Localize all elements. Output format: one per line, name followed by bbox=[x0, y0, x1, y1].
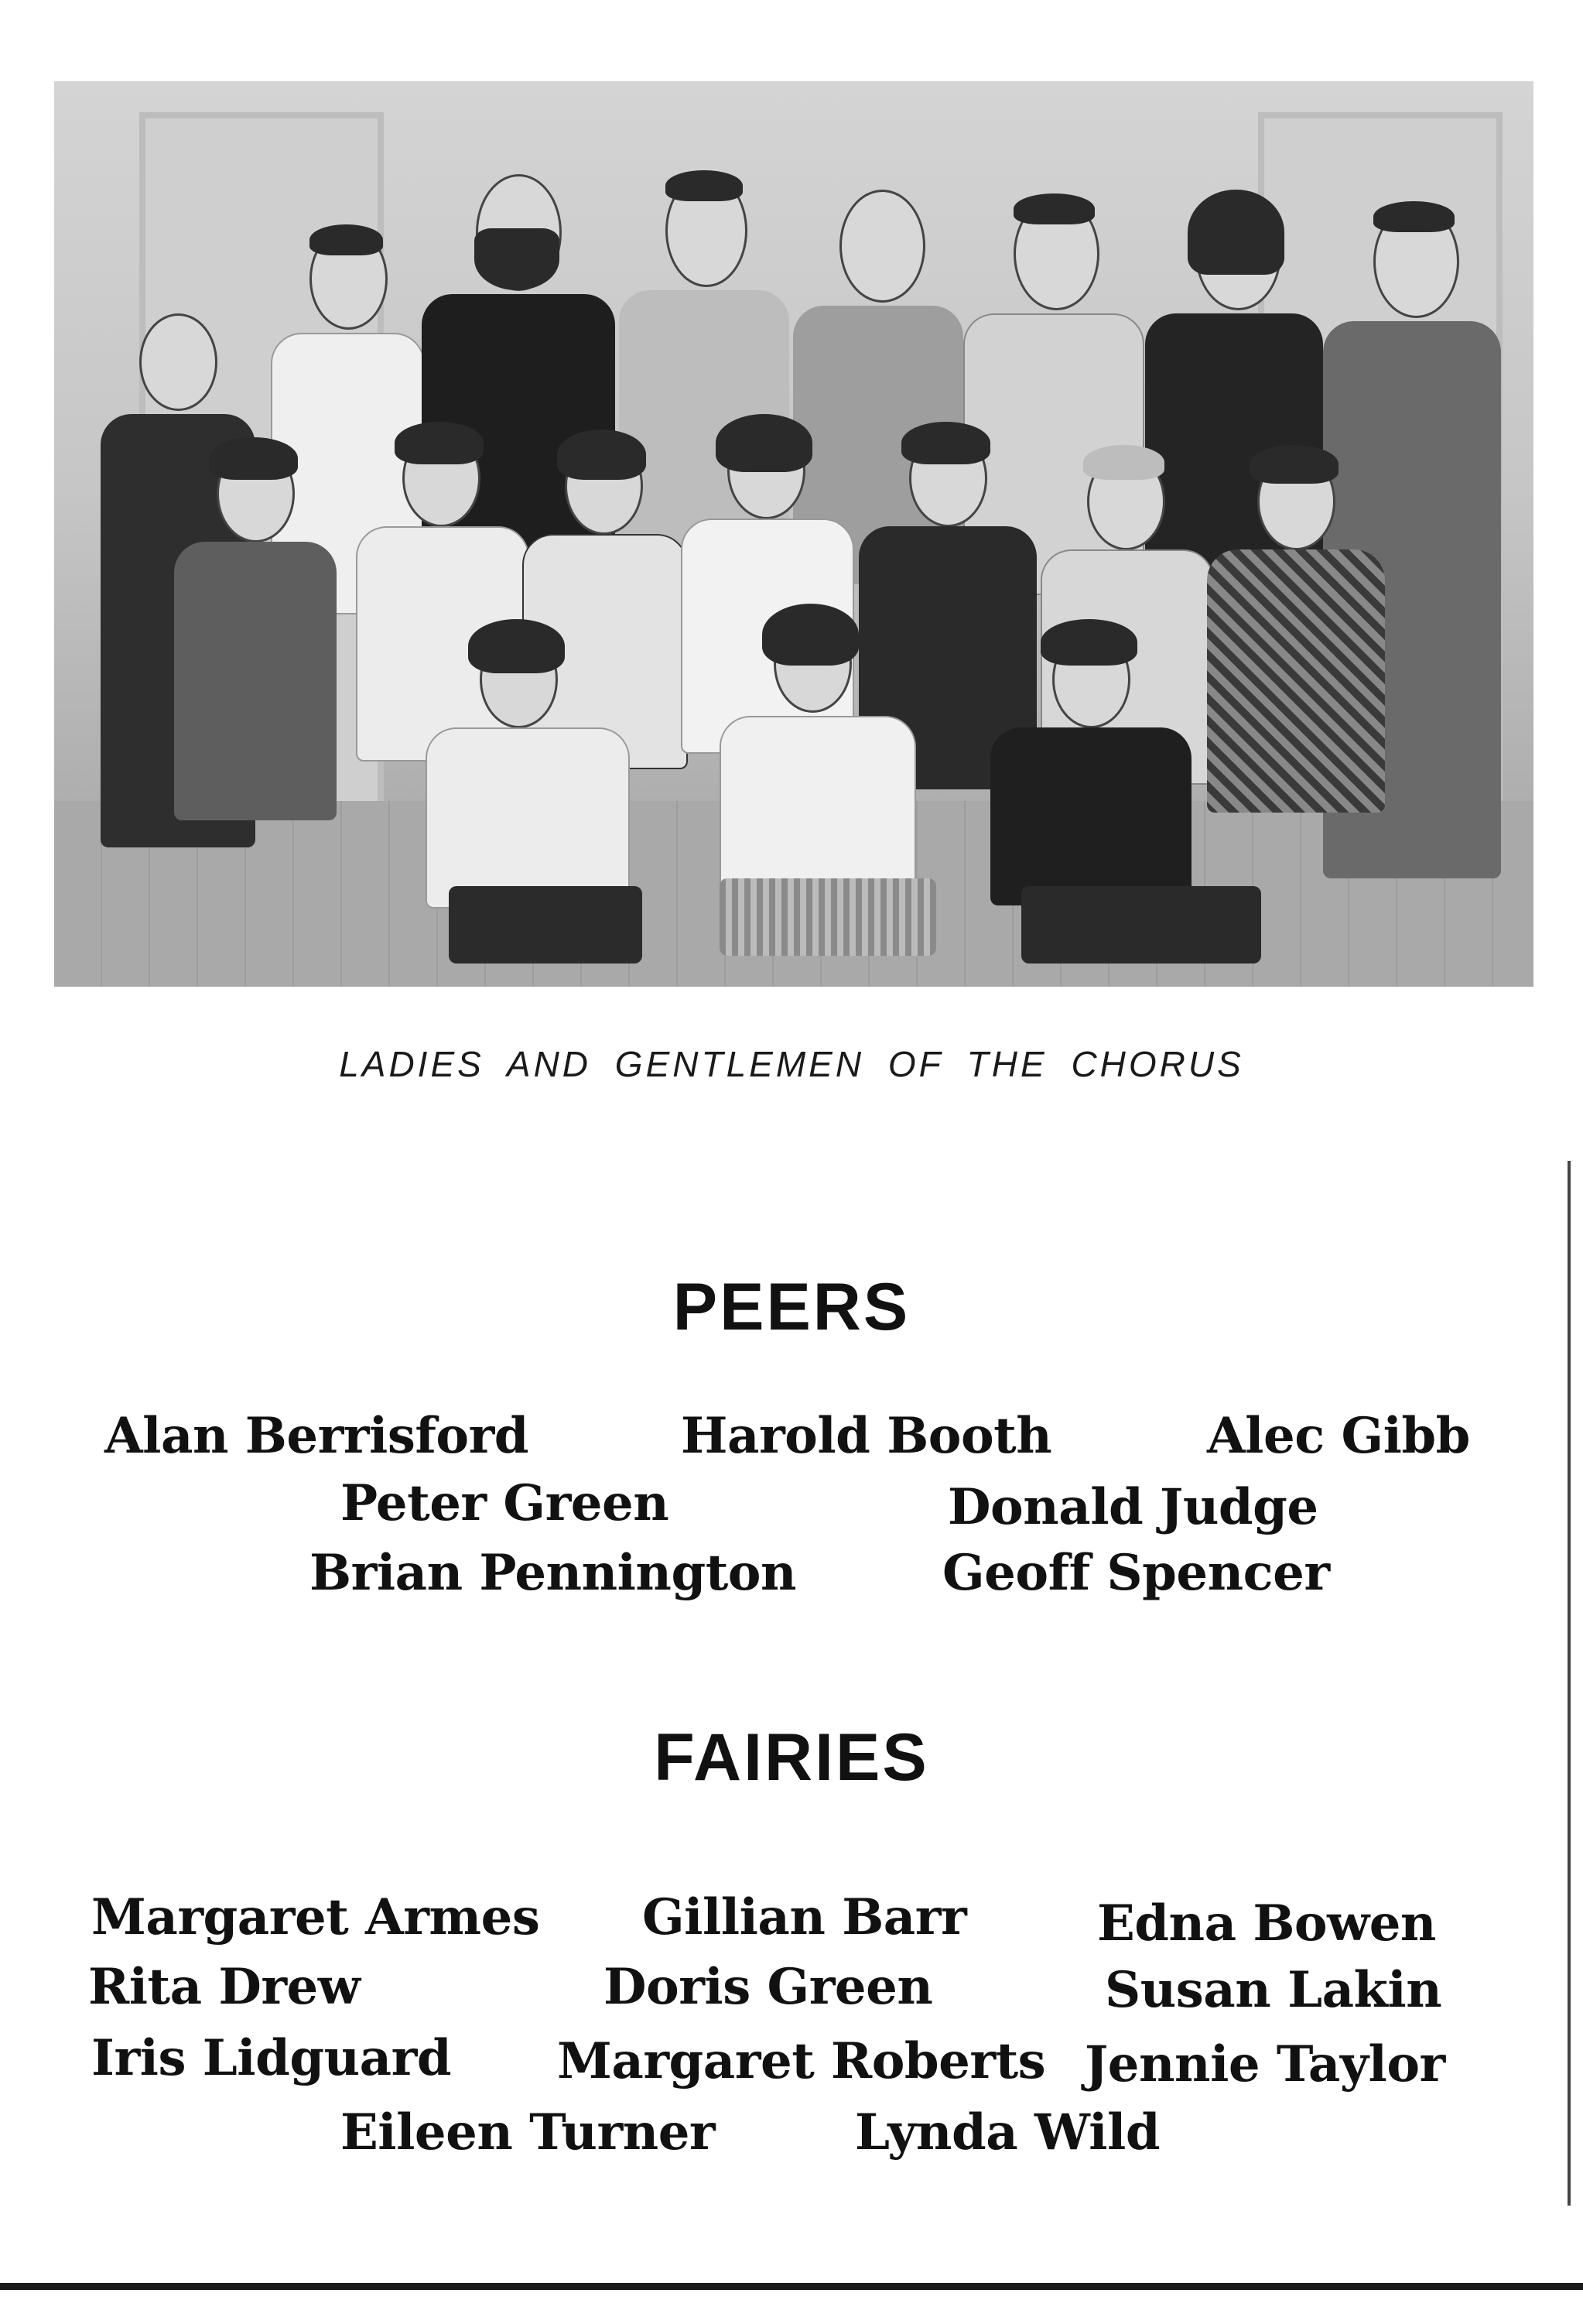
fairy-name: Eileen Turner bbox=[340, 2103, 716, 2161]
fairy-name: Jennie Taylor bbox=[1085, 2035, 1445, 2093]
peer-name: Alan Berrisford bbox=[104, 1407, 529, 1465]
fairy-name: Margaret Armes bbox=[91, 1888, 540, 1946]
fairy-name: Edna Bowen bbox=[1097, 1894, 1436, 1953]
fairy-name: Gillian Barr bbox=[642, 1888, 967, 1946]
peer-name: Harold Booth bbox=[681, 1407, 1052, 1465]
peer-name: Donald Judge bbox=[948, 1478, 1318, 1536]
fairy-name: Margaret Roberts bbox=[557, 2032, 1046, 2090]
peer-name: Peter Green bbox=[340, 1474, 669, 1532]
fairy-name: Susan Lakin bbox=[1105, 1961, 1442, 2019]
chorus-photo bbox=[54, 81, 1533, 987]
photo-person bbox=[673, 530, 952, 963]
fairy-name: Doris Green bbox=[603, 1958, 933, 2016]
page-edge bbox=[1568, 1161, 1571, 2206]
photo-person bbox=[379, 530, 658, 963]
fairy-name: Iris Lidguard bbox=[91, 2029, 452, 2087]
fairies-heading: FAIRIES bbox=[654, 1720, 929, 1795]
photo-person bbox=[162, 368, 348, 832]
fairy-name: Rita Drew bbox=[88, 1958, 361, 2016]
bottom-rule bbox=[0, 2283, 1583, 2290]
peer-name: Alec Gibb bbox=[1207, 1407, 1470, 1465]
photo-caption: LADIES AND GENTLEMEN OF THE CHORUS bbox=[339, 1044, 1244, 1084]
peer-name: Geoff Spencer bbox=[942, 1544, 1330, 1602]
peers-heading: PEERS bbox=[672, 1270, 911, 1344]
peer-name: Brian Pennington bbox=[309, 1544, 796, 1602]
photo-person bbox=[952, 538, 1277, 971]
fairy-name: Lynda Wild bbox=[855, 2103, 1161, 2161]
